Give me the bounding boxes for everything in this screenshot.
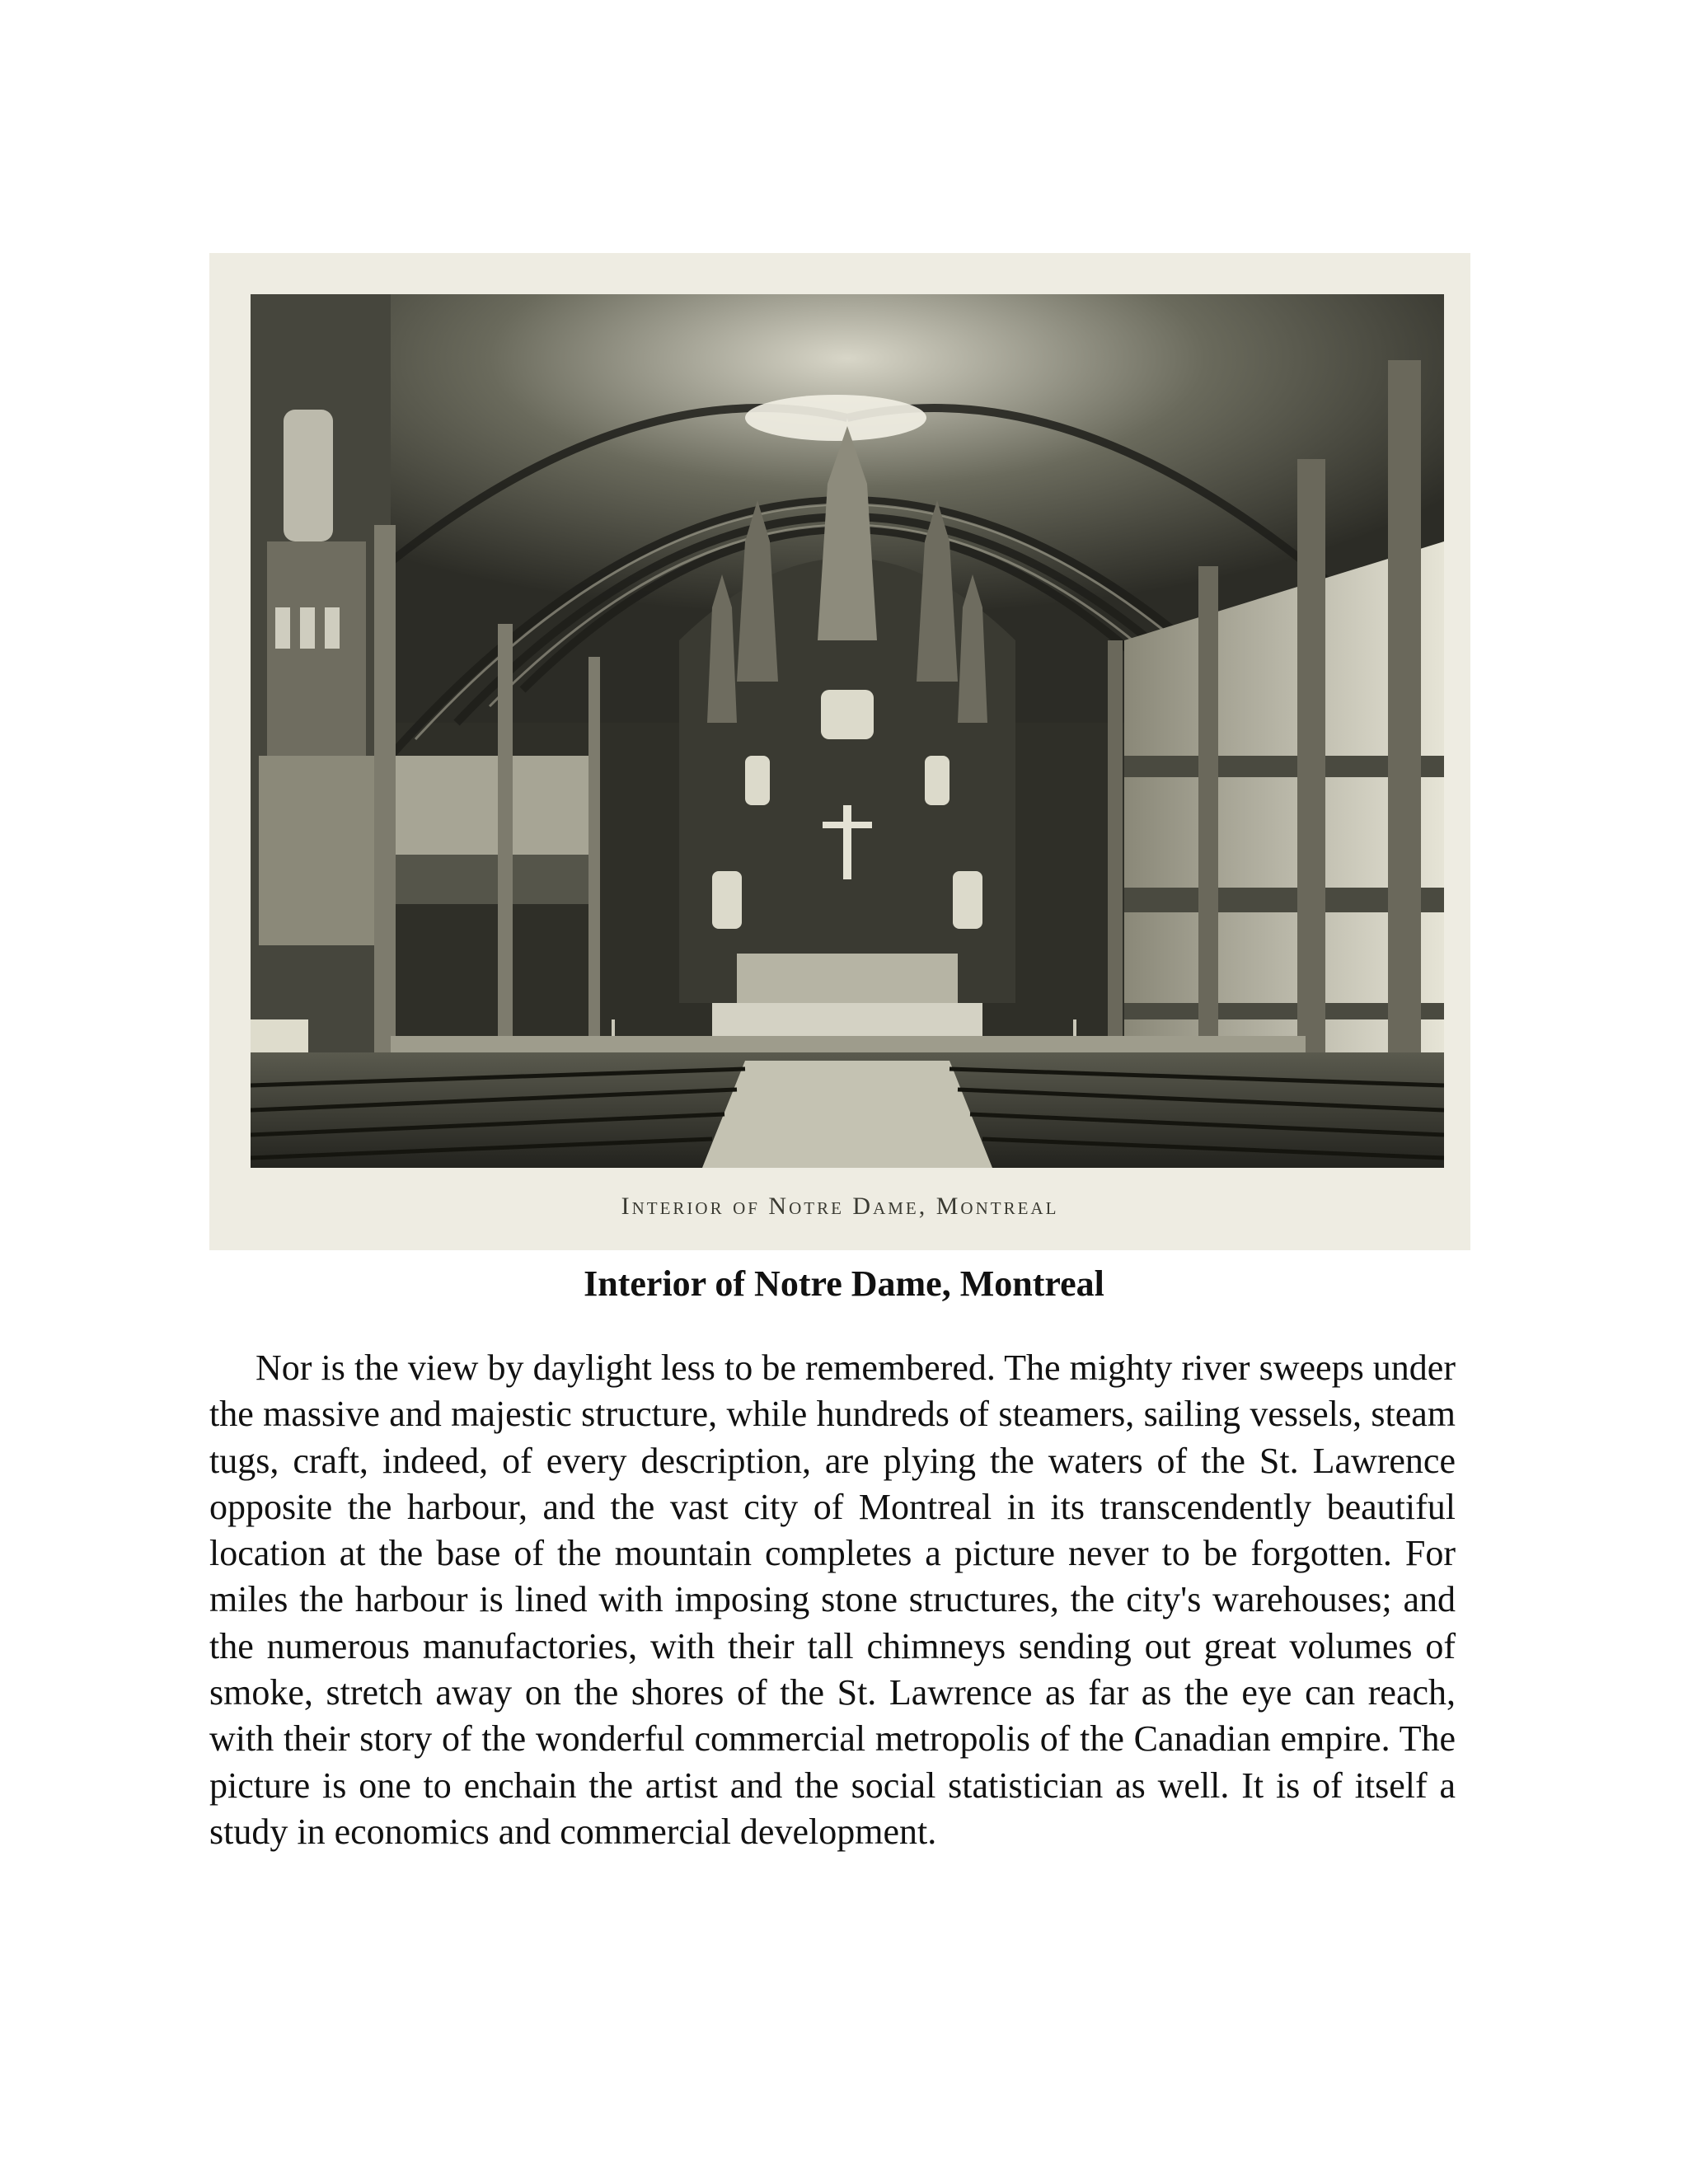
photo-plate-caption: Interior of Notre Dame, Montreal — [621, 1193, 1059, 1220]
photo-plate — [209, 253, 1470, 1250]
figure-title: Interior of Notre Dame, Montreal — [584, 1263, 1104, 1304]
cathedral-interior-photo — [251, 294, 1444, 1168]
body-paragraph: Nor is the view by daylight less to be remembered. The mighty river sweeps under the massive and majestic structure, while hundreds of steamers, sailing vessels, steam tugs, craft, indeed, of every description, are plying the waters of the St. Lawrence opposite the harbour, and the vast city of Montreal in its transcendently beautiful location at the base of the mountain completes a picture never to be forgotten. For miles the harbour is lined with imposing stone structures, the city's warehouses; and the numerous manufactories, with their tall chimneys sending out great volumes of smoke, stretch away on the shores of the St. Lawrence as far as the eye can reach, with their story of the wonderful commercial metropolis of the Canadian empire. The picture is one to enchain the artist and the social statistician as well. It is of itself a study in economics and commercial development. — [209, 1347, 1456, 1852]
